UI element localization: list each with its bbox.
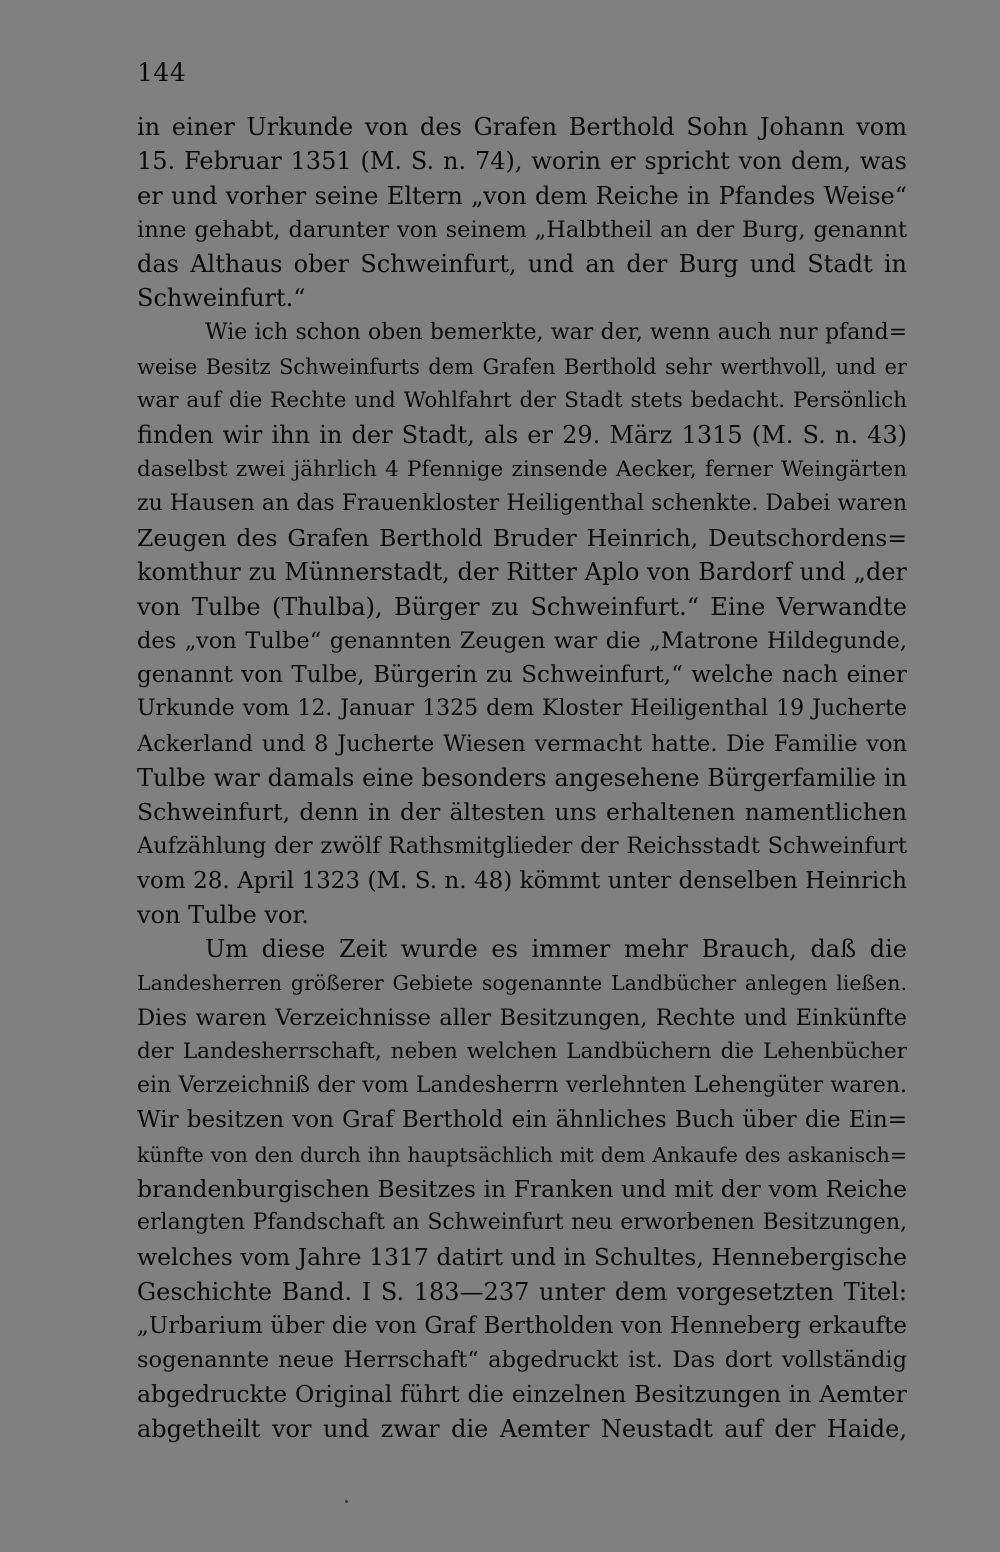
text-line: welches vom Jahre 1317 datirt und in Schultes, Hennebergische [137, 1243, 907, 1272]
text-line: Aufzählung der zwölf Rathsmitglieder der Reichsstadt Schweinfurt [137, 833, 907, 860]
text-line: finden wir ihn in der Stadt, als er 29. März 1315 (M. S. n. 43) [137, 421, 907, 450]
text-line: Zeugen des Grafen Berthold Bruder Heinrich, Deutschordens= [137, 524, 907, 552]
text-line: Tulbe war damals eine besonders angesehene Bürgerfamilie in [137, 763, 907, 792]
text-line: abgedruckte Original führt die einzelnen Besitzungen in Aemter [137, 1380, 907, 1409]
page-number: 144 [137, 58, 187, 87]
text-line: Geschichte Band. I S. 183—237 unter dem vorgesetzten Titel: [137, 1277, 907, 1306]
text-line: des „von Tulbe“ genannten Zeugen war die „Matrone Hildegunde, [137, 627, 907, 654]
text-line: zu Hausen an das Frauenkloster Heiligenthal schenkte. Dabei waren [137, 490, 907, 516]
text-line: Landesherren größerer Gebiete sogenannte Landbücher anlegen ließen. [137, 971, 907, 996]
text-line: weise Besitz Schweinfurts dem Grafen Berthold sehr werthvoll, und er [137, 354, 907, 379]
print-speck [345, 1500, 348, 1503]
text-line: Um diese Zeit wurde es immer mehr Brauch, daß die [205, 935, 907, 963]
text-line: von Tulbe vor. [137, 900, 309, 929]
text-line: war auf die Rechte und Wohlfahrt der Stadt stets bedacht. Persönlich [137, 388, 907, 413]
text-line: Wie ich schon oben bemerkte, war der, wenn auch nur pfand= [205, 319, 907, 345]
text-line: abgetheilt vor und zwar die Aemter Neustadt auf der Haide, [137, 1414, 907, 1443]
text-line: inne gehabt, darunter von seinem „Halbtheil an der Burg, genannt [137, 216, 907, 243]
text-line: Dies waren Verzeichnisse aller Besitzungen, Rechte und Einkünfte [137, 1004, 907, 1031]
text-line: „Urbarium über die von Graf Bertholden von Henneberg erkaufte [137, 1312, 907, 1339]
text-line: künfte von den durch ihn hauptsächlich mit dem Ankaufe des askanisch= [137, 1142, 907, 1167]
text-line: er und vorher seine Eltern „von dem Reiche in Pfandes Weise“ [137, 181, 907, 210]
text-line: daselbst zwei jährlich 4 Pfennige zinsende Aecker, ferner Weingärten [137, 456, 907, 482]
text-line: der Landesherrschaft, neben welchen Landbüchern die Lehenbücher [137, 1038, 907, 1064]
text-line: komthur zu Münnerstadt, der Ritter Aplo von Bardorf und „der [137, 558, 907, 587]
text-line: ein Verzeichniß der vom Landesherrn verlehnten Lehengüter waren. [137, 1073, 907, 1098]
text-line: brandenburgischen Besitzes in Franken und mit der vom Reiche [137, 1174, 907, 1203]
text-line: Schweinfurt.“ [137, 284, 306, 313]
text-line: 15. Februar 1351 (M. S. n. 74), worin er spricht von dem, was [137, 147, 907, 176]
text-line: vom 28. April 1323 (M. S. n. 48) kömmt unter denselben Heinrich [137, 867, 907, 894]
text-line: das Althaus ober Schweinfurt, und an der Burg und Stadt in [137, 250, 907, 278]
text-line: sogenannte neue Herrschaft“ abgedruckt ist. Das dort vollständig [137, 1347, 907, 1373]
text-line: Wir besitzen von Graf Berthold ein ähnliches Buch über die Ein= [137, 1107, 907, 1134]
text-line: Ackerland und 8 Jucherte Wiesen vermacht hatte. Die Familie von [137, 730, 907, 757]
text-line: Urkunde vom 12. Januar 1325 dem Kloster Heiligenthal 19 Jucherte [137, 696, 907, 722]
text-line: erlangten Pfandschaft an Schweinfurt neu erworbenen Besitzungen, [137, 1210, 907, 1235]
text-line: genannt von Tulbe, Bürgerin zu Schweinfurt,“ welche nach einer [137, 662, 907, 688]
text-line: in einer Urkunde von des Grafen Berthold Sohn Johann vom [137, 113, 907, 141]
text-line: Schweinfurt, denn in der ältesten uns erhaltenen namentlichen [137, 798, 907, 826]
body-text [137, 110, 907, 1446]
text-line: von Tulbe (Thulba), Bürger zu Schweinfurt.“ Eine Verwandte [137, 592, 907, 621]
